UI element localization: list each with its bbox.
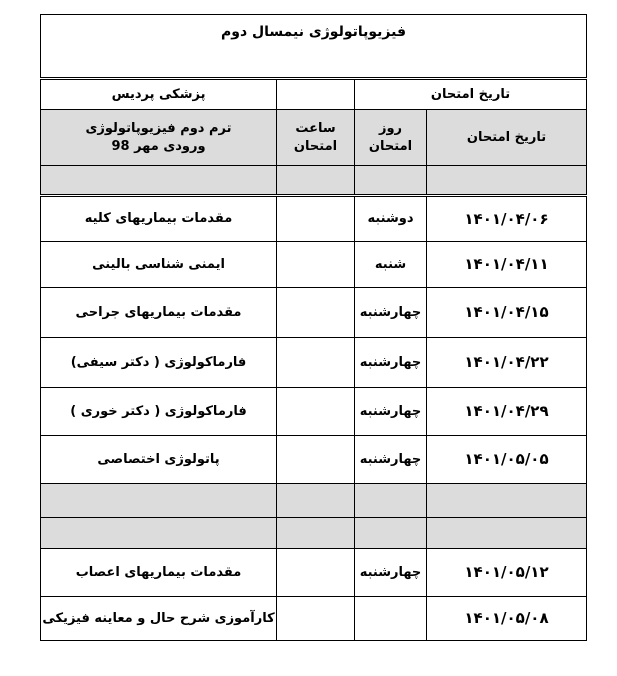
column-header-course xyxy=(41,110,277,166)
exam-time-cell xyxy=(277,242,355,288)
exam-day-cell: دوشنبه xyxy=(355,196,427,242)
gray-spacer-cell xyxy=(41,484,277,518)
column-header-exam-time xyxy=(277,110,355,166)
gray-spacer-cell xyxy=(355,518,427,549)
exam-date-cell: ۱۴۰۱/۰۴/۲۲ xyxy=(427,338,587,388)
exam-time-line-1: ساعت xyxy=(295,120,336,136)
gray-spacer-cell xyxy=(277,518,355,549)
gray-spacer-cell xyxy=(41,518,277,549)
exam-time-cell xyxy=(277,388,355,436)
table-row xyxy=(41,549,587,597)
exam-day-cell: چهارشنبه xyxy=(355,388,427,436)
gray-spacer-cell xyxy=(427,518,587,549)
exam-schedule-table xyxy=(40,14,587,641)
exam-date-group-header: تاریخ امتحان xyxy=(355,79,587,110)
exam-day-cell xyxy=(355,597,427,641)
course-cell: مقدمات بیماریهای کلیه xyxy=(41,196,277,242)
course-cell: کارآموزی شرح حال و معاینه فیزیکی xyxy=(41,597,277,641)
table-row xyxy=(41,242,587,288)
course-cell: ایمنی شناسی بالینی xyxy=(41,242,277,288)
exam-time-cell xyxy=(277,436,355,484)
exam-date-cell: ۱۴۰۱/۰۵/۱۲ xyxy=(427,549,587,597)
exam-day-cell: چهارشنبه xyxy=(355,436,427,484)
exam-date-cell: ۱۴۰۱/۰۴/۱۱ xyxy=(427,242,587,288)
table-row xyxy=(41,597,587,641)
table-row xyxy=(41,288,587,338)
empty-header-cell xyxy=(277,79,355,110)
course-cell: مقدمات بیماریهای اعصاب xyxy=(41,549,277,597)
exam-day-cell: چهارشنبه xyxy=(355,549,427,597)
exam-time-cell xyxy=(277,338,355,388)
column-header-exam-day xyxy=(355,110,427,166)
exam-day-line-1: روز xyxy=(378,120,403,136)
exam-day-cell: چهارشنبه xyxy=(355,338,427,388)
exam-schedule-frame xyxy=(40,14,586,650)
exam-time-line-2: امتحان xyxy=(293,138,338,154)
exam-date-cell: ۱۴۰۱/۰۵/۰۵ xyxy=(427,436,587,484)
exam-date-cell: ۱۴۰۱/۰۵/۰۸ xyxy=(427,597,587,641)
exam-date-cell: ۱۴۰۱/۰۴/۰۶ xyxy=(427,196,587,242)
table-row xyxy=(41,436,587,484)
exam-time-cell xyxy=(277,597,355,641)
gray-spacer-cell xyxy=(277,484,355,518)
course-header-line-2: ورودی مهر 98 xyxy=(111,138,206,154)
course-cell: فارماکولوژی ( دکتر سیفی) xyxy=(41,338,277,388)
exam-time-cell xyxy=(277,549,355,597)
gray-spacer-cell xyxy=(355,484,427,518)
exam-day-cell: شنبه xyxy=(355,242,427,288)
course-cell: فارماکولوژی ( دکتر خوری ) xyxy=(41,388,277,436)
exam-date-cell: ۱۴۰۱/۰۴/۲۹ xyxy=(427,388,587,436)
exam-day-line-2: امتحان xyxy=(368,138,413,154)
table-row xyxy=(41,196,587,242)
exam-time-cell xyxy=(277,288,355,338)
exam-day-cell: چهارشنبه xyxy=(355,288,427,338)
table-row xyxy=(41,338,587,388)
course-cell: مقدمات بیماریهای جراحی xyxy=(41,288,277,338)
column-header-exam-date: تاریخ امتحان xyxy=(427,110,587,166)
course-header-line-1: ترم دوم فیزیوپاتولوژی xyxy=(85,120,232,136)
course-cell: پاتولوژی اختصاصی xyxy=(41,436,277,484)
schedule-title: فیزیوپاتولوژی نیمسال دوم xyxy=(41,15,587,79)
gray-spacer-cell xyxy=(277,166,355,196)
table-row xyxy=(41,388,587,436)
group-header: پزشکی پردیس xyxy=(41,79,277,110)
gray-spacer-cell xyxy=(355,166,427,196)
exam-time-cell xyxy=(277,196,355,242)
gray-spacer-cell xyxy=(41,166,277,196)
gray-spacer-cell xyxy=(427,484,587,518)
exam-date-cell: ۱۴۰۱/۰۴/۱۵ xyxy=(427,288,587,338)
gray-spacer-cell xyxy=(427,166,587,196)
